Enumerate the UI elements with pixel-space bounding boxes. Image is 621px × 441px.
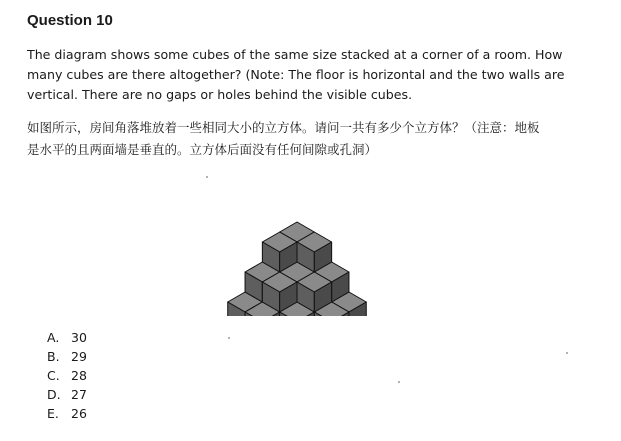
option-value: 27 — [71, 387, 87, 402]
option-value: 26 — [71, 406, 87, 421]
scan-speck — [398, 381, 400, 383]
option-a[interactable] — [47, 328, 87, 347]
question-english-text: The diagram shows some cubes of the same size stacked at a corner of a room. How many cubes are there altogether? (Note: The floor is horizontal and the two walls are vertical. There are no gaps or holes behind the visible cubes. — [27, 47, 565, 102]
option-c[interactable] — [47, 366, 87, 385]
option-e[interactable] — [47, 404, 87, 423]
stacked-cubes-image — [222, 176, 372, 316]
answer-options — [47, 328, 87, 423]
option-value: 29 — [71, 349, 87, 364]
chinese-line-2: 是水平的且两面墙是垂直的。立方体后面没有任何间隙或孔洞） — [27, 142, 378, 157]
option-b[interactable] — [47, 347, 87, 366]
option-letter: E. — [47, 406, 59, 421]
stacked-cubes-diagram — [222, 176, 372, 316]
scan-speck — [228, 337, 230, 339]
option-value: 30 — [71, 330, 87, 345]
option-letter: C. — [47, 368, 60, 383]
question-title: Question 10 — [27, 12, 113, 29]
chinese-line-1: 如图所示，房间角落堆放着一些相同大小的立方体。请问一共有多少个立方体？（注意：地板 — [27, 120, 540, 135]
option-letter: A. — [47, 330, 60, 345]
question-chinese-text — [27, 117, 607, 161]
scan-speck — [566, 352, 568, 354]
scan-speck — [206, 176, 208, 178]
option-value: 28 — [71, 368, 87, 383]
option-letter: B. — [47, 349, 60, 364]
option-letter: D. — [47, 387, 61, 402]
option-d[interactable] — [47, 385, 87, 404]
